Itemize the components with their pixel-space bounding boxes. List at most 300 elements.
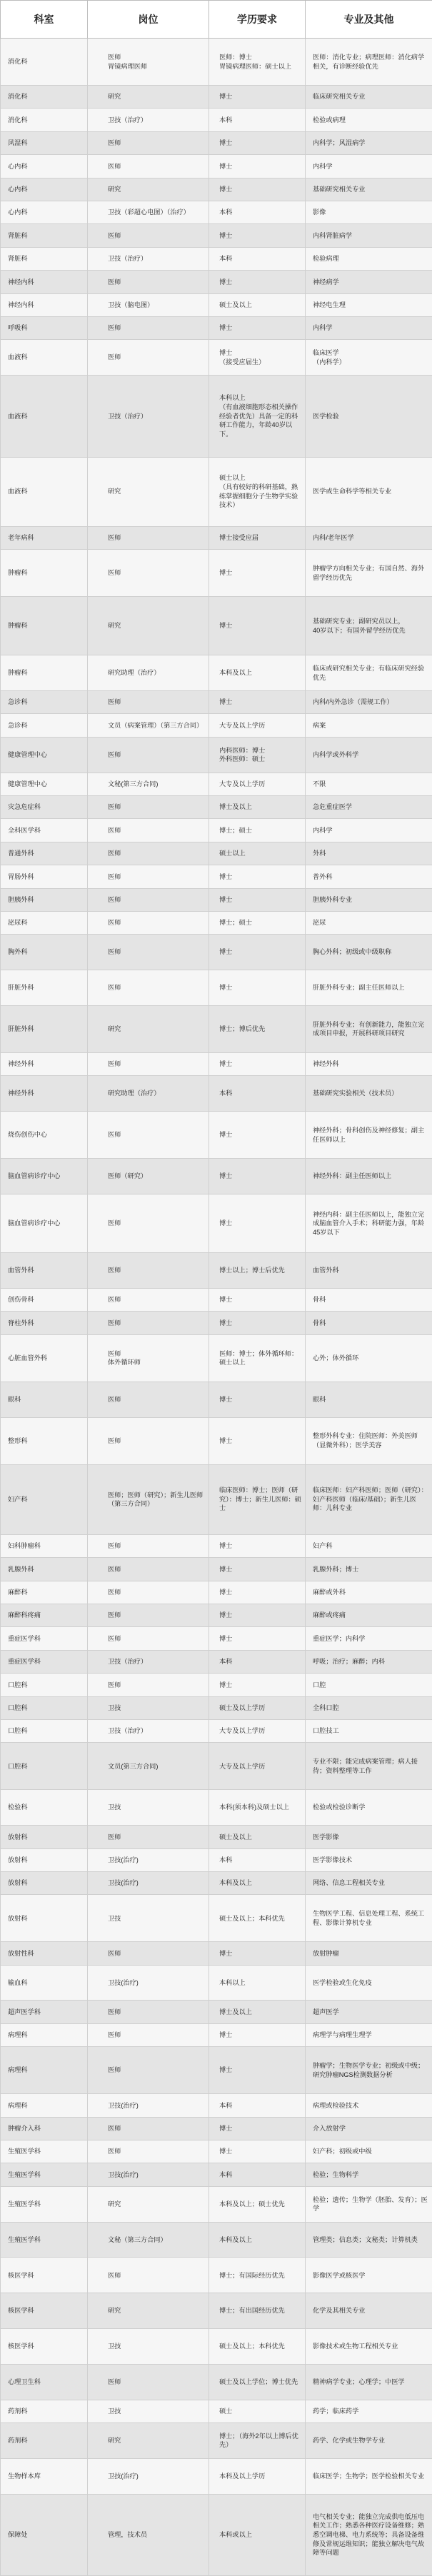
department-cell: 神经内科 <box>1 271 88 293</box>
table-row <box>1 714 432 737</box>
major-cell: 内科学 <box>306 819 432 842</box>
education-cell: 博士 （接受应届生） <box>209 340 306 376</box>
department-cell: 普通外科 <box>1 842 88 865</box>
major-cell: 口腔 <box>306 1674 432 1696</box>
position-cell: 医师 <box>88 2047 209 2094</box>
major-cell: 影像医学或核医学 <box>306 2258 432 2293</box>
position-cell: 文秘(第三方合同) <box>88 773 209 795</box>
department-cell: 血管外科 <box>1 1253 88 1289</box>
education-cell: 本科 <box>209 2163 306 2186</box>
department-cell: 口腔科 <box>1 1696 88 1719</box>
department-cell: 健康管理中心 <box>1 773 88 795</box>
major-cell: 内科学或外科学 <box>306 737 432 773</box>
position-cell: 卫技（治疗） <box>88 376 209 458</box>
major-cell: 医学影像技术 <box>306 1848 432 1871</box>
department-cell: 核医学科 <box>1 2329 88 2365</box>
table-row <box>1 39 432 86</box>
table-row <box>1 1076 432 1112</box>
table-row <box>1 1871 432 1894</box>
department-cell: 口腔科 <box>1 1674 88 1696</box>
education-cell: 本科及以上 <box>209 2222 306 2258</box>
table-row <box>1 224 432 247</box>
table-row <box>1 2186 432 2222</box>
major-cell: 神经病学 <box>306 271 432 293</box>
table-row <box>1 2094 432 2117</box>
education-cell: 博士；硕士 <box>209 911 306 934</box>
table-row <box>1 1674 432 1696</box>
table-row <box>1 888 432 911</box>
position-cell: 卫技（脑电图） <box>88 293 209 316</box>
education-cell: 博士 <box>209 1604 306 1626</box>
department-cell: 脊柱外科 <box>1 1312 88 1334</box>
table-row <box>1 2400 432 2422</box>
education-cell: 博士 <box>209 178 306 201</box>
department-cell: 消化科 <box>1 39 88 86</box>
major-cell: 医学影像 <box>306 1826 432 1848</box>
education-cell: 博士；硕士 <box>209 819 306 842</box>
position-cell: 医师 <box>88 1558 209 1581</box>
education-cell: 博士 <box>209 1194 306 1252</box>
table-row <box>1 2258 432 2293</box>
education-cell: 大专及以上学历 <box>209 714 306 737</box>
table-row <box>1 1253 432 1289</box>
department-cell: 生殖医学科 <box>1 2163 88 2186</box>
major-cell: 影像 <box>306 201 432 223</box>
position-cell: 医师 <box>88 1382 209 1417</box>
department-cell: 急诊科 <box>1 691 88 714</box>
major-cell: 胆胰外科专业 <box>306 888 432 911</box>
table-row <box>1 293 432 316</box>
major-cell: 病理或检验技术 <box>306 2094 432 2117</box>
position-cell: 卫技 <box>88 2400 209 2422</box>
education-cell: 医师：博士；体外循环师：硕士以上 <box>209 1334 306 1382</box>
education-cell: 内科医师：博士 外科医师：硕士 <box>209 737 306 773</box>
major-cell: 药学；临床药学 <box>306 2400 432 2422</box>
table-row <box>1 376 432 458</box>
header-row <box>1 1 432 39</box>
major-cell: 神经外科 <box>306 1052 432 1075</box>
department-cell: 肝脏外科 <box>1 970 88 1006</box>
department-cell: 呼吸科 <box>1 316 88 339</box>
education-cell: 博士 <box>209 1627 306 1650</box>
education-cell: 本科及以上学历 <box>209 2458 306 2494</box>
position-cell: 医师 <box>88 1417 209 1464</box>
major-cell: 精神病学专业；心理学；中医学 <box>306 2364 432 2400</box>
position-cell: 医师 <box>88 2117 209 2140</box>
table-row <box>1 796 432 819</box>
table-row <box>1 970 432 1006</box>
table-row <box>1 1719 432 1742</box>
education-cell: 博士接受应届 <box>209 526 306 549</box>
department-cell: 创伤骨科 <box>1 1288 88 1311</box>
major-cell: 检验病理 <box>306 247 432 270</box>
department-cell: 核医学科 <box>1 2293 88 2329</box>
major-cell: 不限 <box>306 773 432 795</box>
department-cell: 核医学科 <box>1 2258 88 2293</box>
education-cell: 医师：博士 胃镜病理医师：硕士以上 <box>209 39 306 86</box>
department-cell: 肿瘤科 <box>1 655 88 691</box>
department-cell: 生殖医学科 <box>1 2222 88 2258</box>
department-cell: 病理科 <box>1 2094 88 2117</box>
major-cell: 麻醉或疼痛 <box>306 1604 432 1626</box>
department-cell: 老年病科 <box>1 526 88 549</box>
table-row <box>1 2047 432 2094</box>
education-cell: 博士 <box>209 131 306 154</box>
position-cell: 医师 <box>88 1826 209 1848</box>
department-cell: 输血科 <box>1 1965 88 2001</box>
table-row <box>1 1604 432 1626</box>
major-cell: 口腔技工 <box>306 1719 432 1742</box>
position-cell: 卫技(治疗) <box>88 1871 209 1894</box>
major-cell: 医师：消化专业；病理医师：消化病学相关，有诊断经验优先 <box>306 39 432 86</box>
major-cell: 专业不限；能完成病案管理；病人接待；资料整理等工作 <box>306 1743 432 1790</box>
position-cell: 医师 <box>88 2258 209 2293</box>
major-cell: 网络、信息工程相关专业 <box>306 1871 432 1894</box>
education-cell: 博士；博后优先 <box>209 1005 306 1052</box>
education-cell: 博士以上；博士后优先 <box>209 1253 306 1289</box>
table-row <box>1 1052 432 1075</box>
position-cell: 医师 <box>88 1194 209 1252</box>
table-row <box>1 655 432 691</box>
department-cell: 泌尿科 <box>1 911 88 934</box>
education-cell: 本科及以上 <box>209 1871 306 1894</box>
position-cell: 医师 <box>88 796 209 819</box>
major-cell: 临床医学；生物学；医学检验相关专业 <box>306 2458 432 2494</box>
major-cell: 眼科 <box>306 1382 432 1417</box>
table-row <box>1 1194 432 1252</box>
position-cell: 卫技（治疗） <box>88 1650 209 1673</box>
major-cell: 血管外科 <box>306 1253 432 1289</box>
education-cell: 博士 <box>209 2117 306 2140</box>
major-cell: 外科 <box>306 842 432 865</box>
header-education: 学历要求 <box>209 1 306 39</box>
department-cell: 消化科 <box>1 109 88 131</box>
education-cell: 本科及以上 <box>209 655 306 691</box>
department-cell: 灾急危症科 <box>1 796 88 819</box>
major-cell: 基础研究相关专业 <box>306 178 432 201</box>
table-row <box>1 201 432 223</box>
position-cell: 医师 <box>88 2140 209 2163</box>
major-cell: 电气相关专业；能独立完成供电低压电相关工作；熟悉各种医疗设备维修；熟悉空调电梯、电力系统等；具备设备维修及常规运维知识；能独立解决电气故障等问题 <box>306 2494 432 2576</box>
education-cell: 博士 <box>209 1942 306 1965</box>
position-cell: 医师 <box>88 1112 209 1159</box>
major-cell: 病理学与病理生理学 <box>306 2023 432 2046</box>
education-cell: 博士 <box>209 865 306 888</box>
department-cell: 乳腺外科 <box>1 1558 88 1581</box>
education-cell: 博士 <box>209 1052 306 1075</box>
education-cell: 硕士 <box>209 2400 306 2422</box>
department-cell: 整形科 <box>1 1417 88 1464</box>
education-cell: 博士 <box>209 224 306 247</box>
position-cell: 研究 <box>88 2293 209 2329</box>
education-cell: 博士 <box>209 1417 306 1464</box>
position-cell: 医师 <box>88 2364 209 2400</box>
position-cell: 医师 <box>88 1253 209 1289</box>
table-row <box>1 1790 432 1826</box>
position-cell: 医师 <box>88 888 209 911</box>
major-cell: 化学及其相关专业 <box>306 2293 432 2329</box>
position-cell: 医师 <box>88 865 209 888</box>
education-cell: 本科 <box>209 1848 306 1871</box>
major-cell: 胸心外科；初级或中级职称 <box>306 935 432 970</box>
education-cell: 博士 <box>209 2047 306 2094</box>
education-cell: 本科 <box>209 2094 306 2117</box>
major-cell: 麻醉或外科 <box>306 1581 432 1604</box>
major-cell: 急危重症医学 <box>306 796 432 819</box>
education-cell: 博士及以上 <box>209 2001 306 2023</box>
major-cell: 整形外科专业：住院医师：外美医师（显微外科）；医学美容 <box>306 1417 432 1464</box>
department-cell: 肿瘤科 <box>1 597 88 655</box>
table-row <box>1 155 432 178</box>
position-cell: 医师 <box>88 1312 209 1334</box>
department-cell: 重症医学科 <box>1 1650 88 1673</box>
major-cell: 检验；遗传；生物学（胚胎、发育）；医学 <box>306 2186 432 2222</box>
education-cell: 博士 <box>209 935 306 970</box>
department-cell: 放射性科 <box>1 1942 88 1965</box>
position-cell: 卫技 <box>88 1790 209 1826</box>
table-row <box>1 316 432 339</box>
position-cell: 医师；医师（研究）；新生儿医师（第三方合同） <box>88 1464 209 1534</box>
major-cell: 医学或生命科学等相关专业 <box>306 457 432 526</box>
major-cell: 肝脏外科专业；副主任医师以上 <box>306 970 432 1006</box>
education-cell: 大专及以上学历 <box>209 1743 306 1790</box>
education-cell: 博士 <box>209 1674 306 1696</box>
major-cell: 检验或病理 <box>306 109 432 131</box>
table-row <box>1 1112 432 1159</box>
position-cell: 卫技(治疗) <box>88 2458 209 2494</box>
header-department: 科室 <box>1 1 88 39</box>
major-cell: 肝脏外科专业；有创新能力，能独立完成项目申报，开展科研项目研究 <box>306 1005 432 1052</box>
table-row <box>1 340 432 376</box>
position-cell: 卫技(治疗) <box>88 2094 209 2117</box>
department-cell: 全科医学科 <box>1 819 88 842</box>
position-cell: 医师 <box>88 224 209 247</box>
position-cell: 文员(第三方合同) <box>88 1743 209 1790</box>
position-cell: 研究 <box>88 1005 209 1052</box>
education-cell: 硕士及以上 <box>209 293 306 316</box>
table-row <box>1 1417 432 1464</box>
table-row <box>1 1288 432 1311</box>
major-cell: 全科口腔 <box>306 1696 432 1719</box>
department-cell: 妇产科 <box>1 1464 88 1534</box>
department-cell: 重症医学科 <box>1 1627 88 1650</box>
education-cell: 硕士及以上；本科优先 <box>209 1895 306 1942</box>
education-cell: 本科 <box>209 201 306 223</box>
department-cell: 胆胰外科 <box>1 888 88 911</box>
table-row <box>1 1895 432 1942</box>
education-cell: 本科以上 <box>209 1965 306 2001</box>
position-cell: 医师 <box>88 691 209 714</box>
table-row <box>1 597 432 655</box>
education-cell: 博士 <box>209 1558 306 1581</box>
department-cell: 神经内科 <box>1 293 88 316</box>
table-row <box>1 2023 432 2046</box>
table-row <box>1 2293 432 2329</box>
position-cell: 研究助理（治疗） <box>88 655 209 691</box>
major-cell: 骨科 <box>306 1312 432 1334</box>
education-cell: 博士 <box>209 970 306 1006</box>
education-cell: 博士 <box>209 691 306 714</box>
position-cell: 医师 <box>88 819 209 842</box>
education-cell: 博士 <box>209 1112 306 1159</box>
position-cell: 文员（病案管理）（第三方合同） <box>88 714 209 737</box>
major-cell: 神经电生理 <box>306 293 432 316</box>
position-cell: 研究 <box>88 2423 209 2459</box>
department-cell: 生物样本库 <box>1 2458 88 2494</box>
department-cell: 眼科 <box>1 1382 88 1417</box>
department-cell: 心内科 <box>1 178 88 201</box>
table-row <box>1 109 432 131</box>
department-cell: 检验科 <box>1 1790 88 1826</box>
education-cell: 博士 <box>209 155 306 178</box>
education-cell: 硕士及以上 <box>209 1826 306 1848</box>
department-cell: 麻醉科疼痛 <box>1 1604 88 1626</box>
major-cell: 内科学；风湿病学 <box>306 131 432 154</box>
department-cell: 放射科 <box>1 1826 88 1848</box>
department-cell: 肝脏外科 <box>1 1005 88 1052</box>
department-cell: 心内科 <box>1 155 88 178</box>
education-cell: 本科 <box>209 109 306 131</box>
position-cell: 医师 <box>88 316 209 339</box>
department-cell: 放射科 <box>1 1848 88 1871</box>
major-cell: 临床或研究相关专业；有临床研究经验优先 <box>306 655 432 691</box>
position-cell: 医师 胃镜病理医师 <box>88 39 209 86</box>
table-row <box>1 2423 432 2459</box>
education-cell: 博士 <box>209 1534 306 1557</box>
education-cell: 博士 <box>209 86 306 109</box>
position-cell: 医师 <box>88 1052 209 1075</box>
table-row <box>1 1334 432 1382</box>
education-cell: 本科(须本科)及硕士以上 <box>209 1790 306 1826</box>
table-row <box>1 1382 432 1417</box>
education-cell: 博士 <box>209 271 306 293</box>
table-row <box>1 2329 432 2365</box>
position-cell: 医师 <box>88 1581 209 1604</box>
position-cell: 医师 <box>88 1288 209 1311</box>
table-row <box>1 2163 432 2186</box>
position-cell: 卫技(治疗) <box>88 2163 209 2186</box>
education-cell: 博士 <box>209 2023 306 2046</box>
education-cell: 博士 <box>209 888 306 911</box>
position-cell: 医师 <box>88 1627 209 1650</box>
education-cell: 本科 <box>209 1076 306 1112</box>
position-cell: 医师 <box>88 2023 209 2046</box>
position-cell: 医师 <box>88 935 209 970</box>
position-cell: 医师 <box>88 131 209 154</box>
education-cell: 本科 <box>209 247 306 270</box>
department-cell: 生殖医学科 <box>1 2186 88 2222</box>
table-row <box>1 2222 432 2258</box>
department-cell: 血液科 <box>1 457 88 526</box>
table-row <box>1 247 432 270</box>
position-cell: 卫技 <box>88 2329 209 2365</box>
department-cell: 麻醉科 <box>1 1581 88 1604</box>
education-cell: 博士；（海外2年以上博后优先） <box>209 2423 306 2459</box>
department-cell: 病理科 <box>1 2023 88 2046</box>
education-cell: 博士 <box>209 597 306 655</box>
education-cell: 硕士以上 <box>209 842 306 865</box>
table-row <box>1 691 432 714</box>
table-row <box>1 1558 432 1581</box>
education-cell: 大专及以上学历 <box>209 773 306 795</box>
table-row <box>1 1534 432 1557</box>
major-cell: 介入放射学 <box>306 2117 432 2140</box>
department-cell: 口腔科 <box>1 1719 88 1742</box>
department-cell: 超声医学科 <box>1 2001 88 2023</box>
position-cell: 医师 <box>88 526 209 549</box>
position-cell: 医师 <box>88 1674 209 1696</box>
education-cell: 博士 <box>209 2140 306 2163</box>
table-row <box>1 737 432 773</box>
major-cell: 检验或检验诊断学 <box>306 1790 432 1826</box>
education-cell: 硕士及以上学历 <box>209 1696 306 1719</box>
major-cell: 神经外科：副主任医师以上 <box>306 1159 432 1194</box>
major-cell: 检验；生物科学 <box>306 2163 432 2186</box>
major-cell: 内科/内外急诊（需规工作） <box>306 691 432 714</box>
position-cell: 医师 <box>88 1604 209 1626</box>
major-cell: 骨科 <box>306 1288 432 1311</box>
major-cell: 医学检验或生化免疫 <box>306 1965 432 2001</box>
position-cell: 医师 <box>88 340 209 376</box>
department-cell: 神经外科 <box>1 1052 88 1075</box>
department-cell: 胃肠外科 <box>1 865 88 888</box>
department-cell: 血液科 <box>1 376 88 458</box>
position-cell: 医师 <box>88 155 209 178</box>
table-row <box>1 1159 432 1194</box>
header-position: 岗位 <box>88 1 209 39</box>
position-cell: 卫技 <box>88 1895 209 1942</box>
major-cell: 重症医学；内科学 <box>306 1627 432 1650</box>
position-cell: 管理，技术员 <box>88 2494 209 2576</box>
position-cell: 研究 <box>88 178 209 201</box>
education-cell: 本科及以上；硕士优先 <box>209 2186 306 2222</box>
major-cell: 内科学 <box>306 316 432 339</box>
table-row <box>1 1848 432 1871</box>
table-row <box>1 935 432 970</box>
department-cell: 肿瘤介入科 <box>1 2117 88 2140</box>
department-cell: 妇科肿瘤科 <box>1 1534 88 1557</box>
major-cell: 妇产科；初级或中级 <box>306 2140 432 2163</box>
department-cell: 血液科 <box>1 340 88 376</box>
department-cell: 急诊科 <box>1 714 88 737</box>
table-row <box>1 865 432 888</box>
position-cell: 医师 <box>88 550 209 597</box>
table-row <box>1 2494 432 2576</box>
major-cell: 神经外科；骨科创伤及神经修复；副主任医师以上 <box>306 1112 432 1159</box>
education-cell: 博士 <box>209 1288 306 1311</box>
table-row <box>1 131 432 154</box>
table-row <box>1 2140 432 2163</box>
table-row <box>1 1005 432 1052</box>
education-cell: 本科或以上 <box>209 2494 306 2576</box>
education-cell: 博士；有国际经历优先 <box>209 2258 306 2293</box>
education-cell: 博士 <box>209 1382 306 1417</box>
department-cell: 肾脏科 <box>1 224 88 247</box>
table-row <box>1 1581 432 1604</box>
position-cell: 卫技（治疗） <box>88 247 209 270</box>
position-cell: 研究 <box>88 597 209 655</box>
major-cell: 生物医学工程、信息处理工程、系统工程、影像计算机专业 <box>306 1895 432 1942</box>
table-row <box>1 457 432 526</box>
position-cell: 医师 <box>88 1534 209 1557</box>
major-cell: 肿瘤学方向相关专业；有国自然、海外留学经历优先 <box>306 550 432 597</box>
major-cell: 临床医学 （内科学） <box>306 340 432 376</box>
table-row <box>1 773 432 795</box>
table-row <box>1 1743 432 1790</box>
major-cell: 肿瘤学；生物医学专业；初级或中级；研究肿瘤NGS检测数据分析 <box>306 2047 432 2094</box>
department-cell: 脑血管病诊疗中心 <box>1 1194 88 1252</box>
major-cell: 内科/老年医学 <box>306 526 432 549</box>
